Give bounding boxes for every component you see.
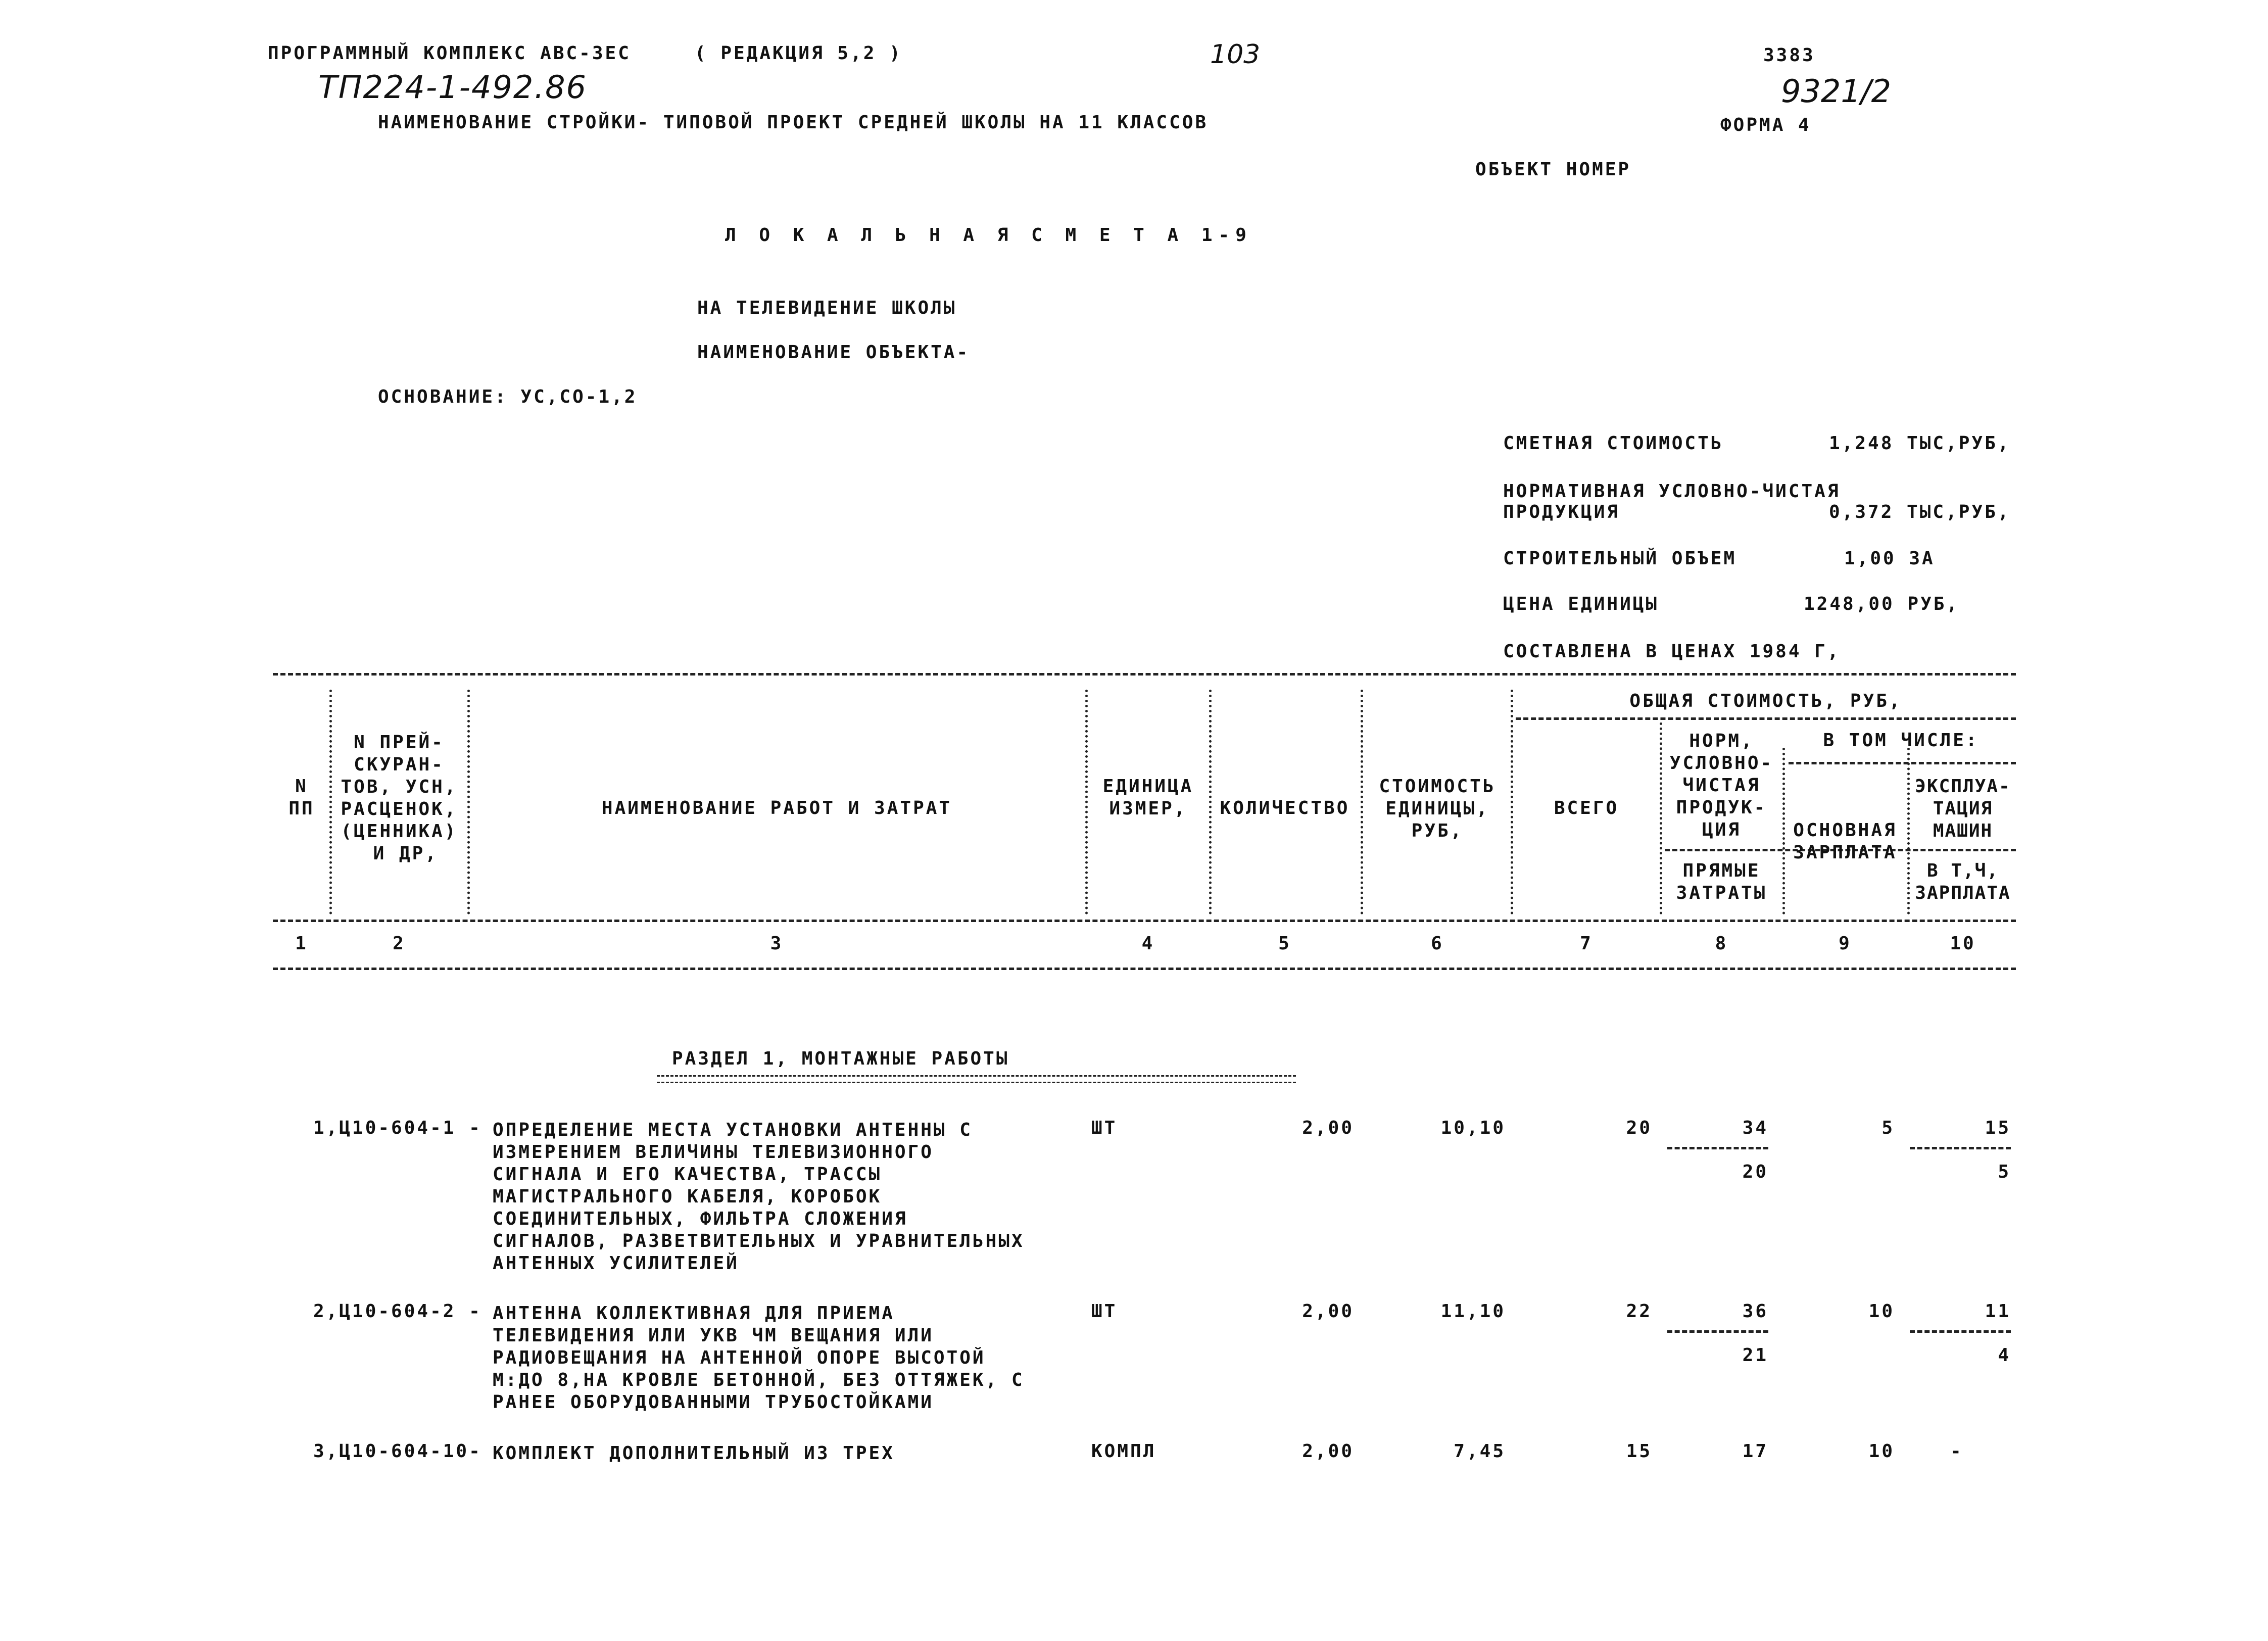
header-total-col: ВСЕГО [1554,798,1619,818]
estimate-subject: НА ТЕЛЕВИДЕНИЕ ШКОЛЫ [697,298,957,318]
form-label: ФОРМА 4 [1720,115,1811,135]
row-unit-price: 10,10 [1440,1118,1506,1138]
construction-name: НАИМЕНОВАНИЕ СТРОЙКИ- ТИПОВОЙ ПРОЕКТ СРЕДНЕЙ ШКОЛЫ НА 11 КЛАССОВ [378,112,1209,133]
volume-value: 1,00 ЗА [1844,548,1935,569]
normative-label: НОРМАТИВНАЯ УСЛОВНО-ЧИСТАЯ [1503,481,1841,502]
row-norm: 17 [1742,1441,1768,1462]
header-norm-col: НОРМ, УСЛОВНО- ЧИСТАЯ ПРОДУК- ЦИЯ [1669,731,1774,840]
column-number: 5 [1278,933,1291,954]
unit-price-label: ЦЕНА ЕДИНИЦЫ [1503,594,1659,614]
row-total: 15 [1626,1441,1652,1462]
prices-note: СОСТАВЛЕНА В ЦЕНАХ 1984 Г, [1503,641,1841,662]
row-norm-rule [1667,1330,1768,1333]
header-name-col: НАИМЕНОВАНИЕ РАБОТ И ЗАТРАТ [601,798,952,818]
header-code-col: N ПРЕЙ- СКУРАН- ТОВ, УСН, РАСЦЕНОК, (ЦЕННИКА) И ДР, [341,732,458,864]
page-number: 103 [1210,39,1261,70]
normative-label-2: ПРОДУКЦИЯ [1503,502,1620,522]
header-total-group: ОБЩАЯ СТОИМОСТЬ, РУБ, [1629,691,1902,711]
row-code: 1,Ц10-604-1 - [313,1118,482,1138]
basis-label: ОСНОВАНИЕ: УС,СО-1,2 [378,387,638,407]
row-description: АНТЕННА КОЛЛЕКТИВНАЯ ДЛЯ ПРИЕМА ТЕЛЕВИДЕНИЯ ИЛИ УКВ ЧМ ВЕЩАНИЯ ИЛИ РАДИОВЕЩАНИЯ НА АНТЕННОЙ ОПОРЕ ВЫСОТОЙ М:ДО 8,НА КРОВЛЕ БЕТОННОЙ, БЕЗ ОТТЯЖЕК, С РАНЕЕ ОБОРУДОВАННЫМИ ТРУБОСТОЙКАМИ [493,1303,1025,1413]
project-code: ТП224-1-492.86 [318,69,587,106]
section-title: РАЗДЕЛ 1, МОНТАЖНЫЕ РАБОТЫ [672,1048,1009,1069]
row-quantity: 2,00 [1302,1118,1354,1138]
row-machines: 15 [1985,1118,2011,1138]
col-separator [1085,690,1088,914]
header-price-col: СТОИМОСТЬ ЕДИНИЦЫ, РУБ, [1379,776,1496,841]
object-name: НАИМЕНОВАНИЕ ОБЪЕКТА- [697,342,970,363]
row-machines: 11 [1985,1301,2011,1322]
edition-label: ( РЕДАКЦИЯ 5,2 ) [695,43,902,64]
header-num-col: N ПП [288,776,315,819]
row-unit-price: 11,10 [1440,1301,1506,1322]
row-norm-rule [1667,1147,1768,1149]
row-quantity: 2,00 [1302,1301,1354,1322]
row-salary: 5 [1881,1118,1895,1138]
column-number: 2 [393,933,406,954]
incl-rule [1789,762,2016,764]
row-unit-price: 7,45 [1454,1441,1506,1462]
row-norm: 34 [1742,1118,1768,1138]
group-rule [1516,717,2016,720]
row-unit: ШТ [1091,1301,1118,1322]
col-separator [1361,690,1363,914]
row-code: 3,Ц10-604-10- [313,1441,482,1462]
column-number: 10 [1950,933,1976,954]
header-bottom-rule [273,920,2016,922]
archive-number: 9321/2 [1781,73,1892,110]
row-machines: - [1950,1441,1963,1462]
row-direct: 20 [1742,1162,1768,1182]
document-title: Л О К А Л Ь Н А Я С М Е Т А 1-9 [725,225,1252,246]
column-number: 7 [1580,933,1593,954]
row-unit: КОМПЛ [1091,1441,1156,1462]
document-number: 3383 [1763,45,1815,66]
row-salary: 10 [1868,1301,1895,1322]
row-description: ОПРЕДЕЛЕНИЕ МЕСТА УСТАНОВКИ АНТЕННЫ С ИЗМЕРЕНИЕМ ВЕЛИЧИНЫ ТЕЛЕВИЗИОННОГО СИГНАЛА И ЕГО КАЧЕСТВА, ТРАССЫ МАГИСТРАЛЬНОГО КАБЕЛЯ, КОРОБОК СОЕДИНИТЕЛЬНЫХ, ФИЛЬТРА СЛОЖЕНИЯ СИГНАЛОВ, РАЗВЕТВИТЕЛЬНЫХ И УРАВНИТЕЛЬНЫХ АНТЕННЫХ УСИЛИТЕЛЕЙ [493,1120,1025,1274]
section-underline [657,1075,1296,1083]
cost-label: СМЕТНАЯ СТОИМОСТЬ [1503,433,1724,454]
column-number: 6 [1431,933,1444,954]
row-machines-rule [1910,1147,2011,1149]
column-number: 8 [1715,933,1728,954]
row-description: КОМПЛЕКТ ДОПОЛНИТЕЛЬНЫЙ ИЗ ТРЕХ [493,1443,895,1464]
volume-label: СТРОИТЕЛЬНЫЙ ОБЪЕМ [1503,548,1737,569]
col-separator [1511,690,1513,914]
row-code: 2,Ц10-604-2 - [313,1301,482,1322]
header-direct-col: ПРЯМЫЕ ЗАТРАТЫ [1676,860,1767,903]
row-machines-salary: 4 [1998,1345,2011,1366]
row-quantity: 2,00 [1302,1441,1354,1462]
row-salary: 10 [1868,1441,1895,1462]
header-machines-col: ЭКСПЛУА- ТАЦИЯ МАШИН [1915,776,2011,841]
row-unit: ШТ [1091,1118,1118,1138]
col-separator [329,690,332,914]
header-unit-col: ЕДИНИЦА ИЗМЕР, [1102,776,1194,819]
column-number: 3 [770,933,784,954]
normative-value: 0,372 ТЫС,РУБ, [1829,502,2011,522]
row-norm: 36 [1742,1301,1768,1322]
col-separator [467,690,470,914]
program-name: ПРОГРАММНЫЙ КОМПЛЕКС АВС-ЗЕС [268,43,631,64]
row-machines-rule [1910,1330,2011,1333]
numbers-bottom-rule [273,968,2016,970]
column-number: 9 [1839,933,1852,954]
row-direct: 21 [1742,1345,1768,1366]
cost-value: 1,248 ТЫС,РУБ, [1829,433,2011,454]
header-incl-group: В ТОМ ЧИСЛЕ: [1823,730,1979,751]
object-number: ОБЪЕКТ НОМЕР [1475,159,1631,180]
header-top-rule [273,673,2016,675]
row-machines-salary: 5 [1998,1162,2011,1182]
header-machines-salary-col: В Т,Ч, ЗАРПЛАТА [1915,860,2011,903]
column-number: 4 [1141,933,1155,954]
unit-price-value: 1248,00 РУБ, [1804,594,1960,614]
row-total: 22 [1626,1301,1652,1322]
column-number: 1 [295,933,308,954]
header-qty-col: КОЛИЧЕСТВО [1220,798,1350,818]
row-total: 20 [1626,1118,1652,1138]
header-salary-col: ОСНОВНАЯ ЗАРПЛАТА [1793,820,1897,863]
